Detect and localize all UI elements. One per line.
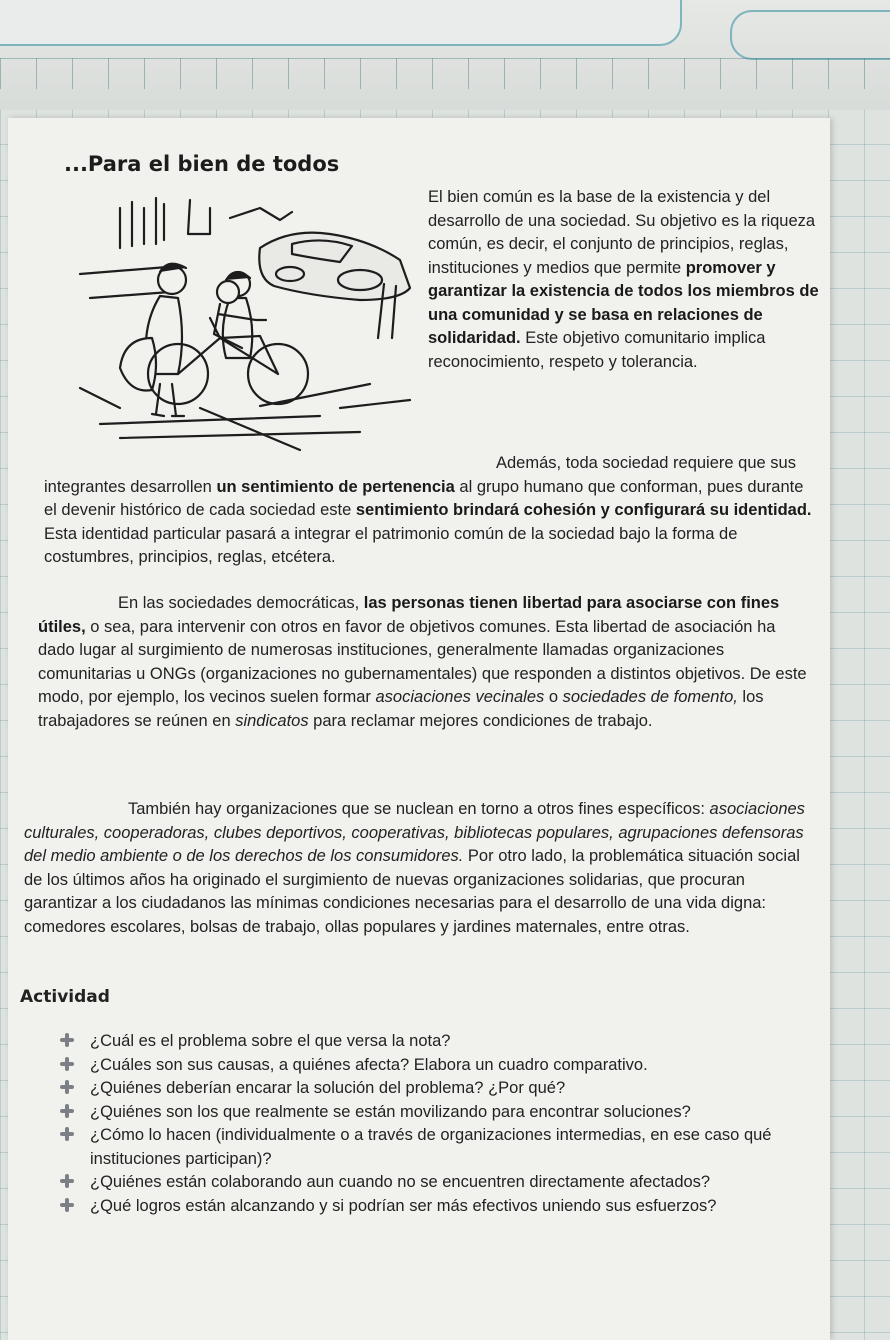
activity-heading: Actividad	[20, 987, 110, 1007]
p3-italic-d: asociaciones vecinales	[375, 688, 545, 706]
p3-italic-f: sociedades de fomento,	[562, 688, 738, 706]
cross-bullet-icon	[60, 1033, 74, 1047]
notebook-tab-right	[730, 10, 890, 60]
question-text: ¿Cuáles son sus causas, a quiénes afecta? Elabora un cuadro comparativo.	[90, 1055, 648, 1074]
illustration-street-scene	[60, 188, 420, 458]
question-text: ¿Quiénes son los que realmente se están movilizando para encontrar soluciones?	[90, 1102, 691, 1121]
p2-text-c: al grupo humano que conforman, pues durante el devenir histórico de cada sociedad este	[44, 477, 804, 519]
p2-text-e: Esta identidad particular pasará a integrar el patrimonio común de la sociedad bajo la forma de costumbres, principios, reglas, etcétera.	[44, 524, 738, 566]
paragraph-organizations	[24, 798, 814, 939]
paragraph-associations	[38, 592, 814, 733]
p2-bold-text-b: un sentimiento de pertenencia	[216, 477, 455, 496]
list-item	[48, 1101, 808, 1125]
p3-text-e: o	[544, 688, 563, 706]
notebook-tab	[0, 0, 682, 46]
activity-question-list	[48, 1030, 808, 1218]
cross-bullet-icon	[60, 1104, 74, 1118]
list-item	[48, 1077, 808, 1101]
p1-text-c: Este objetivo comunitario implica reconocimiento, respeto y tolerancia.	[428, 329, 766, 371]
list-item	[48, 1171, 808, 1195]
question-text: ¿Cómo lo hacen (individualmente o a través de organizaciones intermedias, en ese caso qué instituciones participan)?	[90, 1126, 772, 1168]
p1-bold-text: promover y garantizar la existencia de todos los miembros de una comunidad y se basa en relaciones de solidaridad.	[428, 258, 819, 347]
list-item	[48, 1030, 808, 1054]
p2-text-a: Además, toda sociedad requiere que sus integrantes desarrollen	[44, 454, 796, 496]
question-text: ¿Qué logros están alcanzando y si podrían ser más efectivos uniendo sus esfuerzos?	[90, 1196, 717, 1215]
cross-bullet-icon	[60, 1127, 74, 1141]
paragraph-common-good	[428, 186, 822, 374]
p3-text-g: los trabajadores se reúnen en	[38, 688, 764, 730]
cross-bullet-icon	[60, 1198, 74, 1212]
p1-text-a: El bien común es la base de la existencia y del desarrollo de una sociedad. Su objetivo es la riqueza común, es decir, el conjunto de principios, reglas, instituciones y medios que permite	[428, 188, 816, 277]
p3-bold-text: las personas tienen libertad para asociarse con fines útiles,	[38, 594, 780, 636]
list-item	[48, 1124, 808, 1171]
cross-bullet-icon	[60, 1080, 74, 1094]
p3-text-c: o sea, para intervenir con otros en favor de objetivos comunes. Esta libertad de asociación ha dado lugar al surgimiento de numerosas instituciones, generalmente llamadas organizaciones comunitarias u ONGs (organizaciones no gubernamentales) que responden a distintos objetivos. De este modo, por ejemplo, los vecinos suelen formar	[38, 617, 807, 706]
p4-italic-b: asociaciones culturales, cooperadoras, clubes deportivos, cooperativas, bibliotecas populares, agrupaciones defensoras del medio ambiente o de los derechos de los consumidores.	[24, 800, 805, 865]
page-title: ...Para el bien de todos	[64, 152, 340, 176]
p3-text-i: para reclamar mejores condiciones de trabajo.	[308, 711, 653, 730]
list-item	[48, 1195, 808, 1219]
list-item	[48, 1054, 808, 1078]
cross-bullet-icon	[60, 1057, 74, 1071]
question-text: ¿Cuál es el problema sobre el que versa la nota?	[90, 1032, 451, 1050]
cross-bullet-icon	[60, 1174, 74, 1188]
question-text: ¿Quiénes deberían encarar la solución del problema? ¿Por qué?	[90, 1079, 566, 1097]
p4-text-c: Por otro lado, la problemática situación social de los últimos años ha originado el surgimiento de nuevas organizaciones solidarias, que procuran garantizar a los ciudadanos las mínimas condiciones necesarias para el desarrollo de una vida digna: comedores escolares, bolsas de trabajo, ollas populares y jardines maternales, entre otras.	[24, 847, 800, 936]
p3-italic-h: sindicatos	[235, 711, 309, 730]
notebook-ruler-lines	[0, 58, 890, 89]
question-text: ¿Quiénes están colaborando aun cuando no se encuentren directamente afectados?	[90, 1173, 711, 1191]
p3-text-a: En las sociedades democráticas,	[118, 594, 364, 612]
p4-text-a: También hay organizaciones que se nuclean en torno a otros fines específicos:	[128, 800, 710, 818]
paragraph-belonging	[44, 452, 814, 570]
p2-bold-text-d: sentimiento brindará cohesión y configurará su identidad.	[355, 501, 812, 519]
